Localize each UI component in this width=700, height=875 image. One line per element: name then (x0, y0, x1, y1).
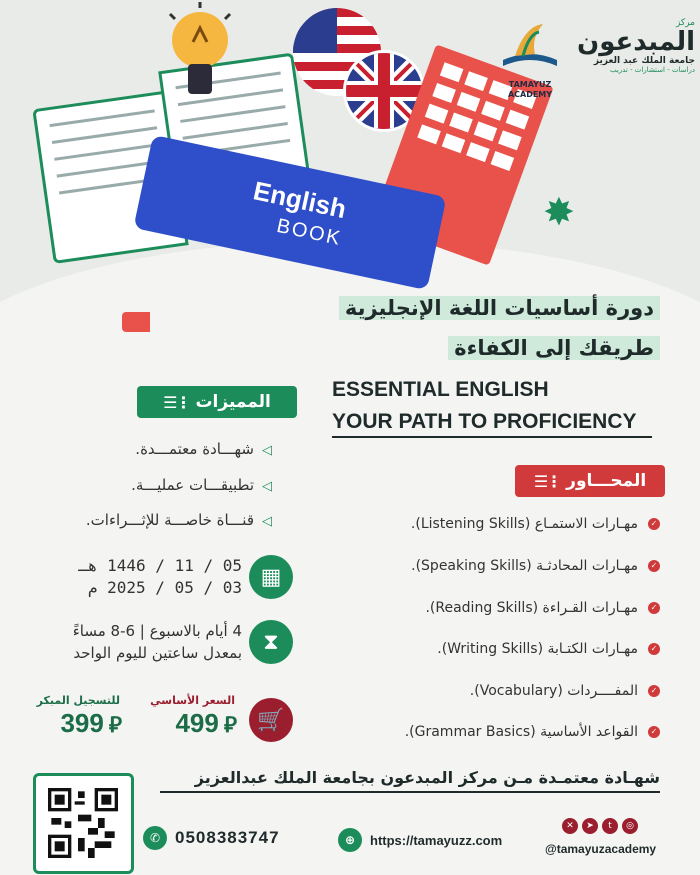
date-hijri: 05 / 11 / 1446 هـ (78, 556, 242, 575)
hero-curve (0, 240, 700, 500)
qr-code-icon (48, 788, 118, 858)
axis-item: ✓القواعد الأساسية (Grammar Basics). (330, 724, 660, 740)
social-handle[interactable]: @tamayuzacademy (545, 842, 657, 856)
lightbulb-icon (160, 0, 240, 110)
triangle-bullet-icon: ◁ (262, 514, 272, 529)
axes-badge-label: المحـــاور (566, 471, 647, 491)
check-bullet-icon: ✓ (648, 643, 660, 655)
mubdioun-center-logo (577, 18, 695, 103)
title-underline (332, 436, 652, 438)
check-bullet-icon: ✓ (648, 726, 660, 738)
certificate-statement: شهـادة معتمـدة مـن مركز المبدعون بجامعة الملك عبدالعزيز (160, 768, 660, 793)
tumblr-icon[interactable]: t (602, 818, 618, 834)
check-bullet-icon: ✓ (648, 518, 660, 530)
feature-item: ◁شهـــادة معتمـــدة. (135, 440, 272, 458)
menu-list-icon: ⋮☰ (533, 471, 561, 491)
instagram-icon[interactable]: ◎ (622, 818, 638, 834)
axis-item: ✓مهـارات الكتـابة (Writing Skills). (330, 641, 660, 657)
schedule-days: 4 أيام بالاسبوع | 6-8 مساءً (72, 622, 242, 640)
base-price-value: 499 (175, 708, 219, 738)
book-word-book: BOOK (274, 214, 344, 251)
date-gregorian: 03 / 05 / 2025 م (87, 578, 242, 597)
triangle-bullet-icon: ◁ (262, 443, 272, 458)
early-price (20, 708, 122, 739)
phone-number: 0508383747 (175, 828, 280, 847)
axis-item: ✓المفــــردات (Vocabulary). (330, 683, 660, 699)
book-word-english: English (250, 175, 349, 225)
early-price-value: 399 (60, 708, 104, 738)
logo-name: المبدعون (577, 27, 695, 57)
logo-university: جامعة الملك عبد العزيز (593, 56, 695, 66)
logo-tagline: دراسات - استشارات - تدريب (609, 66, 695, 74)
star-icon: ✸ (543, 190, 575, 234)
check-bullet-icon: ✓ (648, 685, 660, 697)
early-price-label: للتسجيل المبكر (36, 694, 120, 707)
features-badge (137, 386, 297, 418)
website-link[interactable] (338, 828, 502, 852)
triangle-bullet-icon: ◁ (262, 479, 272, 494)
globe-icon: ⊕ (338, 828, 362, 852)
riyal-symbol-icon: ⃁ (108, 712, 122, 737)
axis-item: ✓مهـارات المحادثـة (Speaking Skills). (330, 558, 660, 574)
shopping-cart-icon: 🛒 (249, 698, 293, 742)
social-icons (562, 818, 638, 834)
check-bullet-icon: ✓ (648, 560, 660, 572)
calendar-icon: ▦ (249, 555, 293, 599)
hourglass-icon: ⧗ (249, 620, 293, 664)
axes-badge (515, 465, 665, 497)
base-price-label: السعر الأساسي (150, 694, 235, 707)
schedule-duration: بمعدل ساعتين لليوم الواحد (73, 644, 242, 662)
academy-name: TAMAYUZ ACADEMY (507, 80, 553, 99)
x-icon[interactable]: ✕ (562, 818, 578, 834)
riyal-symbol-icon: ⃁ (223, 712, 237, 737)
feature-item: ◁تطبيقـــات عمليـــة. (131, 476, 272, 494)
feature-item: ◁قنـــاة خاصـــة للإثـــراءات. (85, 511, 272, 529)
title-arabic-line2: طريقك إلى الكفاءة (448, 336, 660, 360)
title-english-line2: YOUR PATH TO PROFICIENCY (332, 410, 637, 433)
check-bullet-icon: ✓ (648, 602, 660, 614)
phone-icon: ✆ (143, 826, 167, 850)
title-english-line1: ESSENTIAL ENGLISH (332, 378, 549, 401)
base-price (132, 708, 237, 739)
website-url: https://tamayuzz.com (370, 832, 503, 848)
qr-code[interactable] (33, 773, 134, 874)
academy-book-icon (495, 20, 565, 76)
decorative-tab (122, 312, 150, 332)
axis-item: ✓مهـارات القـراءة (Reading Skills). (330, 600, 660, 616)
axis-item: ✓مهـارات الاستمـاع (Listening Skills). (330, 516, 660, 532)
features-badge-label: المميزات (195, 392, 271, 412)
logo-small-word: مركز (675, 18, 695, 28)
phone-contact[interactable] (143, 826, 280, 850)
tamayuz-academy-logo (485, 20, 575, 110)
title-arabic-line1: دورة أساسيات اللغة الإنجليزية (339, 296, 660, 320)
telegram-icon[interactable]: ➤ (582, 818, 598, 834)
menu-list-icon: ⋮☰ (163, 392, 190, 412)
